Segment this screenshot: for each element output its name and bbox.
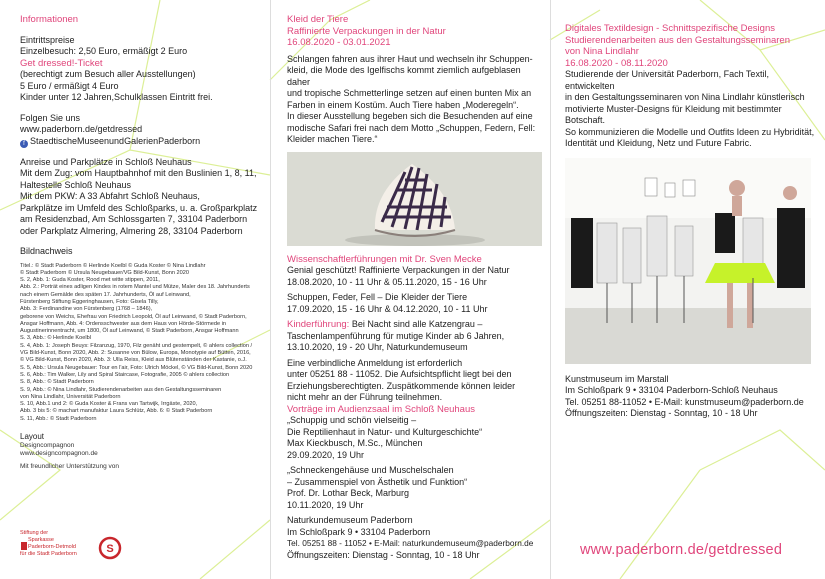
ticket-line: (berechtigt zum Besuch aller Ausstellungen) <box>20 69 196 79</box>
anm-line: nicht mehr an der Führung teilnehmen. <box>287 392 443 402</box>
kleid-title: Kleid der Tiere <box>287 14 349 25</box>
textil-text: in den Gestaltungsseminaren von Nina Lindlahr künstlerisch <box>565 92 805 102</box>
sponsor-line: Stiftung der <box>20 530 49 536</box>
kinder-title: Kinderführung: <box>287 319 350 330</box>
textil-text: Identität und Kleidung, Netz und Future Fabric. <box>565 138 752 148</box>
museum-line: Im Schloßpark 9 • 33104 Paderborn-Schloß Neuhaus <box>565 385 778 395</box>
museum-line: Im Schloßpark 9 • 33104 Paderborn <box>287 526 431 537</box>
sponsor-line: Sparkasse <box>28 537 54 543</box>
vortrag-line: „Schneckengehäuse und Muschelschalen <box>287 465 454 475</box>
kleid-text: In dieser Ausstellung begeben sich die Besuchenden auf eine <box>287 111 533 121</box>
column-kleid-der-tiere <box>270 0 550 579</box>
textil-text: So kommunizieren die Modelle und Outfits Ideen zu Hybridität, <box>565 126 815 137</box>
bild-line: S. 5, Abb.: Ursula Neugebauer: Tour en l'air, Foto: Ulrich Möckel, © VG Bild-Kunst, Bonn 2020 <box>20 364 253 371</box>
kinder-line: Taschenlampenführung für mutige Kinder ab 6 Jahren, <box>287 330 505 341</box>
textil-title: Digitales Textildesign - Schnittspezifische Designs <box>565 23 775 34</box>
wiss-line: 17.09.2020, 15 - 16 Uhr & 04.12.2020, 10 - 11 Uhr <box>287 303 488 314</box>
kleid-subtitle: Raffinierte Verpackungen in der Natur <box>287 25 446 37</box>
bild-line: Ansgar Hoffmann, Abb. 4: Ordensschwester aus dem Haus von Hörde-Störmede in <box>20 320 227 327</box>
vortrag-line: 10.11.2020, 19 Uhr <box>287 499 364 510</box>
textil-text: motivierte Muster-Designs für Kleidung mit bestimmter Botschaft. <box>565 103 782 125</box>
vortrag-line: Prof. Dr. Lothar Beck, Marburg <box>287 488 410 498</box>
facebook-icon: f <box>20 140 28 148</box>
bild-line: Fürstenberg Stiftung Eggeringhausen, Foto: Gisela Tilly, <box>20 298 159 305</box>
kleid-text: Kleider machen Tiere.“ <box>287 134 378 144</box>
facebook-page[interactable]: StaedtischeMuseenundGalerienPaderborn <box>30 135 201 146</box>
ticket-line: 5 Euro / ermäßigt 4 Euro <box>20 80 119 91</box>
bild-line: S. 2, Abb. 1: Guda Koster, Rood met witte stippen, 2011, <box>20 277 160 284</box>
bild-line: VG Bild-Kunst, Bonn 2020, Abb. 2: Susanne von Bülow, Europa, Monotypie auf Bütten, 2016, <box>20 350 251 357</box>
textil-text: Studierende der Universität Paderborn, Fach Textil, entwickelten <box>565 69 769 91</box>
bild-line: S. 8, Abb.: © Stadt Paderborn <box>20 379 94 386</box>
anreise-line: Mit dem Zug: vom Hauptbahnhof mit den Buslinien 1, 8, 11, <box>20 168 257 178</box>
kleid-text: und tropische Schmetterlinge setzen auf einen bunten Mix an <box>287 88 532 98</box>
bild-line: S. 10, Abb.1 und 2: © Guda Koster & Frans van Tartwijk, Irrgäste, 2020, <box>20 401 198 408</box>
sparkasse-logo-icon <box>98 536 122 560</box>
bild-line: von Nina Lindlahr, Universität Paderborn <box>20 393 121 400</box>
bild-line: Abb. 2.: Porträt eines adligen Kindes in rotem Mantel und Mütze, Maler des 18. Jahrhunderts <box>20 284 250 291</box>
follow-url[interactable]: www.paderborn.de/getdressed <box>20 124 143 134</box>
vortrag-line: Max Kieckbusch, M.Sc., München <box>287 438 423 448</box>
kinder-line: 13.10.2020, 19 - 20 Uhr, Naturkundemuseum <box>287 342 468 352</box>
column-info <box>0 0 270 579</box>
bild-line: S. 4, Abb. 1: Joseph Beuys: Filzanzug, 1970, Filz genäht und gestempelt, © ahlers collection / <box>20 342 253 349</box>
kleid-dates: 16.08.2020 - 03.01.2021 <box>287 37 391 48</box>
textil-subtitle: von Nina Lindlahr <box>565 46 639 57</box>
textil-dates: 16.08.2020 - 08.11.2020 <box>565 57 668 69</box>
museum-line: Öffnungszeiten: Dienstag - Sonntag, 10 - 18 Uhr <box>565 408 758 418</box>
anm-line: Erziehungsberechtigten. Zuspätkommende können leider <box>287 380 516 391</box>
anreise-title: Anreise und Parkplätze in Schloß Neuhaus <box>20 156 192 167</box>
anreise-line: Parkplätze im Umfeld des Schloßparks, u. a. Großparkplatz <box>20 202 258 213</box>
vortrag-line: Die Reptilienhaut in Natur- und Kulturgeschichte“ <box>287 426 483 437</box>
kleid-text: kleid, die Mode des Igelfischs kommt ziemlich aufgeblasen daher <box>287 65 521 87</box>
wiss-title: Wissenschaftlerführungen mit Dr. Sven Mecke <box>287 253 482 265</box>
vortrag-title: Vorträge im Audienzsaal im Schloß Neuhaus <box>287 403 475 415</box>
museum-line: Tel. 05251 88 - 11052 • E-Mail: naturkundemuseum@paderborn.de <box>287 538 534 548</box>
shell-photo <box>287 152 542 246</box>
wiss-line: 18.08.2020, 10 - 11 Uhr & 05.11.2020, 15 - 16 Uhr <box>287 276 487 287</box>
sponsor-line: Paderborn-Detmold <box>28 544 76 550</box>
layout-line: Designcompagnon <box>20 442 75 450</box>
anm-line: unter 05251 88 - 11052. Die Aufsichtspflicht liegt bei den <box>287 369 512 379</box>
vortrag-line: „Schuppig und schön vielseitig – <box>287 415 417 425</box>
vortrag-line: 29.09.2020, 19 Uhr <box>287 449 365 460</box>
bild-line: Titel.: © Stadt Paderborn © Herlinde Koelbl © Guda Koster © Nina Lindlahr <box>20 262 206 269</box>
follow-title: Folgen Sie uns <box>20 112 81 123</box>
kleid-text: Farben in einem Kostüm. Auch Tiere haben „Moderegeln“. <box>287 99 519 110</box>
sparkasse-small-icon <box>20 541 28 551</box>
bild-line: © VG Bild-Kunst, Bonn 2020, Abb. 3: Ulla Reiss, Kleid aus Blütenständen der Kastanie, o.J. <box>20 357 247 364</box>
column-textildesign <box>550 0 825 579</box>
bildnachweis <box>20 263 260 424</box>
museum-line: Kunstmuseum im Marstall <box>565 373 669 384</box>
layout-line: www.designcompagnon.de <box>20 450 98 458</box>
bild-line: © Stadt Paderborn © Ursula Neugebauer/VG Bild-Kunst, Bonn 2020 <box>20 269 190 276</box>
mannequins-illustration <box>565 158 811 364</box>
anreise-line: am Residenzbad, Am Schlossgarten 7, 33104 Paderborn <box>20 214 248 224</box>
kinder-line: Bei Nacht sind alle Katzengrau – <box>349 319 483 329</box>
bild-line: S. 3, Abb.: © Herlinde Koelbl <box>20 335 91 342</box>
svg-text:S: S <box>106 543 114 555</box>
bild-line: S. 6, Abb.: Tim Walker, Lily and Spiral Staircase, Fotografie, 2005 © ahlers collection <box>20 371 230 378</box>
bild-line: Abb. 3: Ferdinandine von Fürstenberg (1768 – 1846), <box>20 306 153 313</box>
anm-line: Eine verbindliche Anmeldung ist erforderlich <box>287 357 463 368</box>
textil-subtitle: Studierendenarbeiten aus den Gestaltungsseminaren <box>565 34 790 46</box>
mannequins-photo <box>565 158 811 364</box>
layout-title: Layout <box>20 432 45 442</box>
kleid-text: modische Safari frei nach dem Motto „Schuppen, Federn, Fell: <box>287 122 536 133</box>
bild-line: nach einem Gemälde des späten 17. Jahrhunderts, Öl auf Leinwand, <box>20 291 191 298</box>
bild-line: S. 9, Abb.: © Nina Lindlahr, Studierendenarbeiten aus den Gestaltungsseminaren <box>20 386 222 393</box>
museum-line: Tel. 05251 88-11052 • E-Mail: kunstmuseum@paderborn.de <box>565 396 804 407</box>
info-title: Informationen <box>20 14 79 25</box>
vortrag-line: – Zusammenspiel von Ästhetik und Funktion“ <box>287 476 468 487</box>
eintritt-line: Einzelbesuch: 2,50 Euro, ermäßigt 2 Euro <box>20 46 188 56</box>
museum-line: Naturkundemuseum Paderborn <box>287 515 413 525</box>
anreise-line: oder Parkplatz Almering, Almering 28, 33104 Paderborn <box>20 225 243 236</box>
wiss-line: Genial geschützt! Raffinierte Verpackungen in der Natur <box>287 265 510 275</box>
bild-line: geborene von Weichs, Ehefrau von Friedrich Leopold, Öl auf Leinwand, © Stadt Paderborn, <box>20 313 247 320</box>
shell-illustration <box>287 152 542 246</box>
sponsor-logo-text <box>20 530 110 558</box>
footer-url[interactable]: www.paderborn.de/getdressed <box>580 542 783 558</box>
anreise-line: Mit dem PKW: A 33 Abfahrt Schloß Neuhaus, <box>20 191 200 201</box>
support-text: Mit freundlicher Unterstützung von <box>20 463 119 471</box>
bild-line: Abb. 3 bis 5: © machart manufaktur Laura Schlütz, Abb. 6: © Stadt Paderborn <box>20 408 213 415</box>
bild-title: Bildnachweis <box>20 246 73 256</box>
ticket-line: Kinder unter 12 Jahren,Schulklassen Eintritt frei. <box>20 92 213 102</box>
eintritt-title: Eintrittspreise <box>20 34 75 45</box>
ticket-title: Get dressed!-Ticket <box>20 57 103 69</box>
sponsor-line: für die Stadt Paderborn <box>20 551 77 557</box>
bild-line: S. 11, Abb.: © Stadt Paderborn <box>20 415 97 422</box>
kleid-text: Schlangen fahren aus ihrer Haut und wechseln ihr Schuppen- <box>287 53 533 64</box>
wiss-line: Schuppen, Feder, Fell – Die Kleider der Tiere <box>287 292 468 302</box>
anreise-line: Haltestelle Schloß Neuhaus <box>20 179 132 190</box>
bild-line: Augustinerinnentracht, um 1800, Öl auf Leinwand, © Stadt Paderborn, Ansgar Hoffmann <box>20 328 239 335</box>
museum-line: Öffnungszeiten: Dienstag - Sonntag, 10 - 18 Uhr <box>287 549 480 560</box>
